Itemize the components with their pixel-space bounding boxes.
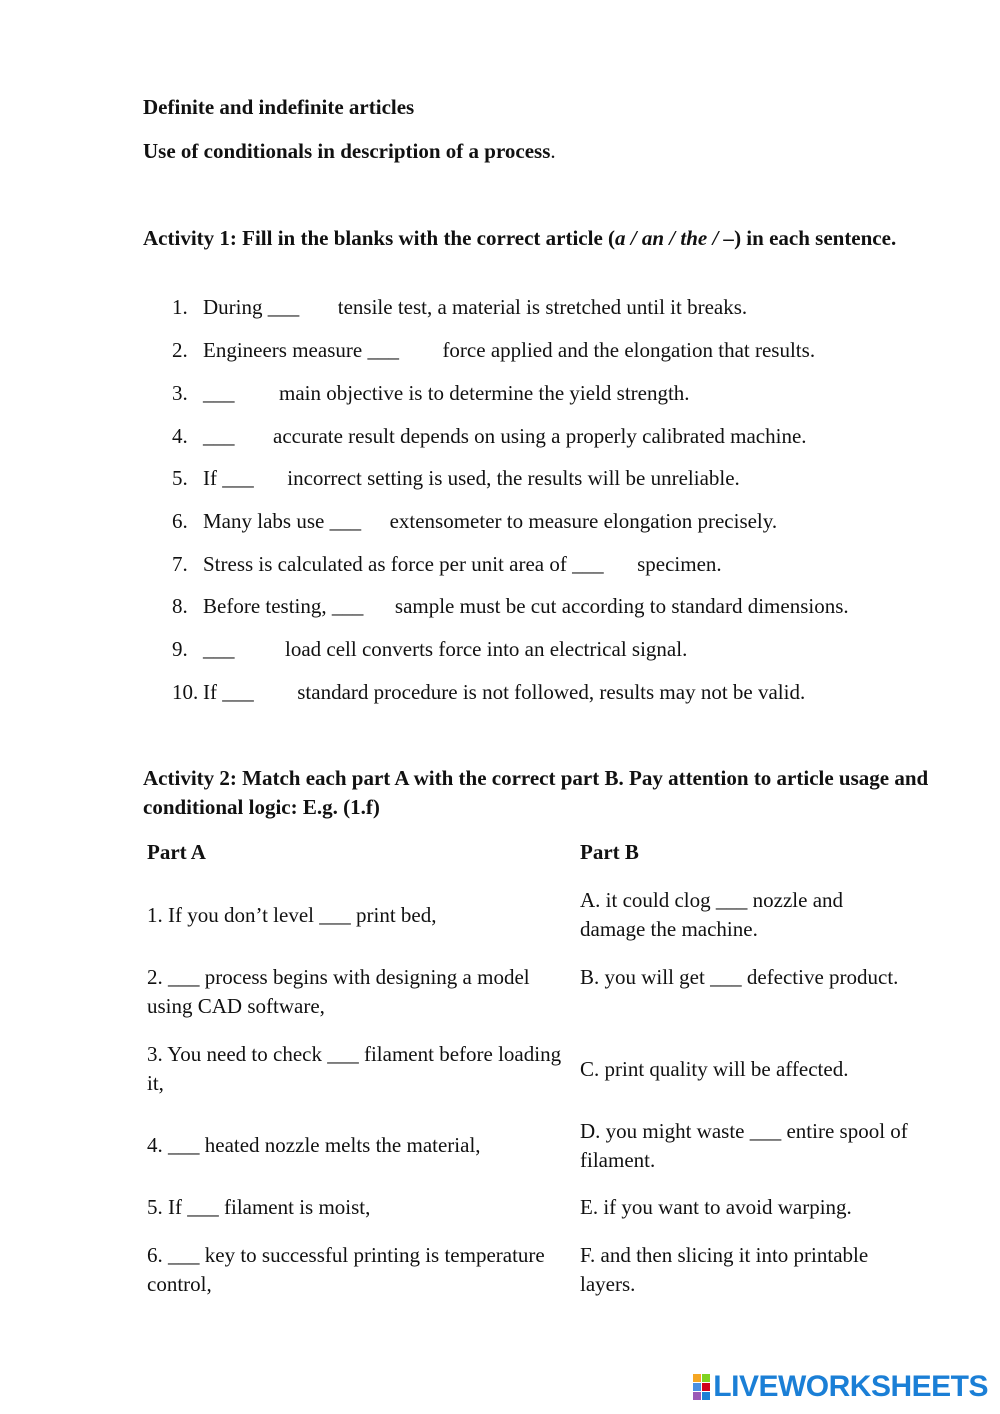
answer-blank[interactable]: ___ [203, 381, 235, 405]
question-item: 7. Stress is calculated as force per unit area of ___ specimen. [172, 552, 722, 576]
question-item: 2. Engineers measure ___ force applied and the elongation that results. [172, 338, 816, 362]
part-b-item: D. you might waste ___ entire spool of filament. [580, 1119, 908, 1172]
part-b-item: B. you will get ___ defective product. [580, 965, 899, 989]
question-item: 3. ___ main objective is to determine the yield strength. [172, 381, 690, 405]
part-a-item: 6. ___ key to successful printing is temperature control, [147, 1243, 545, 1296]
heading-conditionals: Use of conditionals in description of a process. [143, 139, 556, 163]
question-item: 9. ___ load cell converts force into an electrical signal. [172, 637, 688, 661]
part-a-header: Part A [147, 840, 206, 864]
part-a-item: 5. If ___ filament is moist, [147, 1195, 371, 1219]
answer-blank[interactable]: ___ [572, 552, 604, 576]
activity-2-title: Activity 2: Match each part A with the correct part B. Pay attention to article usage and conditional logic: E.g. (1.f) [143, 766, 929, 819]
answer-blank[interactable]: ___ [222, 466, 254, 490]
question-item: 5. If ___ incorrect setting is used, the results will be unreliable. [172, 466, 740, 490]
part-a-item: 4. ___ heated nozzle melts the material, [147, 1133, 481, 1157]
part-b-header: Part B [580, 840, 639, 864]
answer-blank[interactable]: ___ [267, 295, 300, 319]
part-a-item: 1. If you don’t level ___ print bed, [147, 903, 437, 927]
question-item: 8. Before testing, ___ sample must be cut according to standard dimensions. [172, 594, 849, 618]
liveworksheets-logo: LIVEWORKSHEETS [693, 1372, 988, 1402]
answer-blank[interactable]: ___ [367, 338, 399, 362]
answer-blank[interactable]: ___ [331, 594, 364, 618]
part-b-item: F. and then slicing it into printable layers. [580, 1243, 869, 1296]
part-b-item: E. if you want to avoid warping. [580, 1195, 852, 1219]
part-a-item: 2. ___ process begins with designing a model using CAD software, [147, 965, 530, 1018]
answer-blank[interactable]: ___ [203, 637, 235, 661]
liveworksheets-logo-icon [693, 1374, 710, 1400]
part-a-item: 3. You need to check ___ filament before loading it, [147, 1042, 562, 1095]
answer-blank[interactable]: ___ [222, 680, 254, 704]
question-item: 1. During ___ tensile test, a material is stretched until it breaks. [172, 295, 748, 319]
answer-blank[interactable]: ___ [203, 424, 235, 448]
question-item: 6. Many labs use ___ extensometer to measure elongation precisely. [172, 509, 778, 533]
answer-blank[interactable]: ___ [329, 509, 362, 533]
part-b-item: A. it could clog ___ nozzle and damage the machine. [580, 888, 844, 941]
question-item: 10. If ___ standard procedure is not followed, results may not be valid. [172, 680, 806, 704]
question-item: 4. ___ accurate result depends on using a properly calibrated machine. [172, 424, 807, 448]
activity-1-title: Activity 1: Fill in the blanks with the correct article (a / an / the / –) in each sentence. [143, 226, 897, 250]
part-b-item: C. print quality will be affected. [580, 1057, 849, 1081]
heading-articles: Definite and indefinite articles [143, 95, 415, 119]
